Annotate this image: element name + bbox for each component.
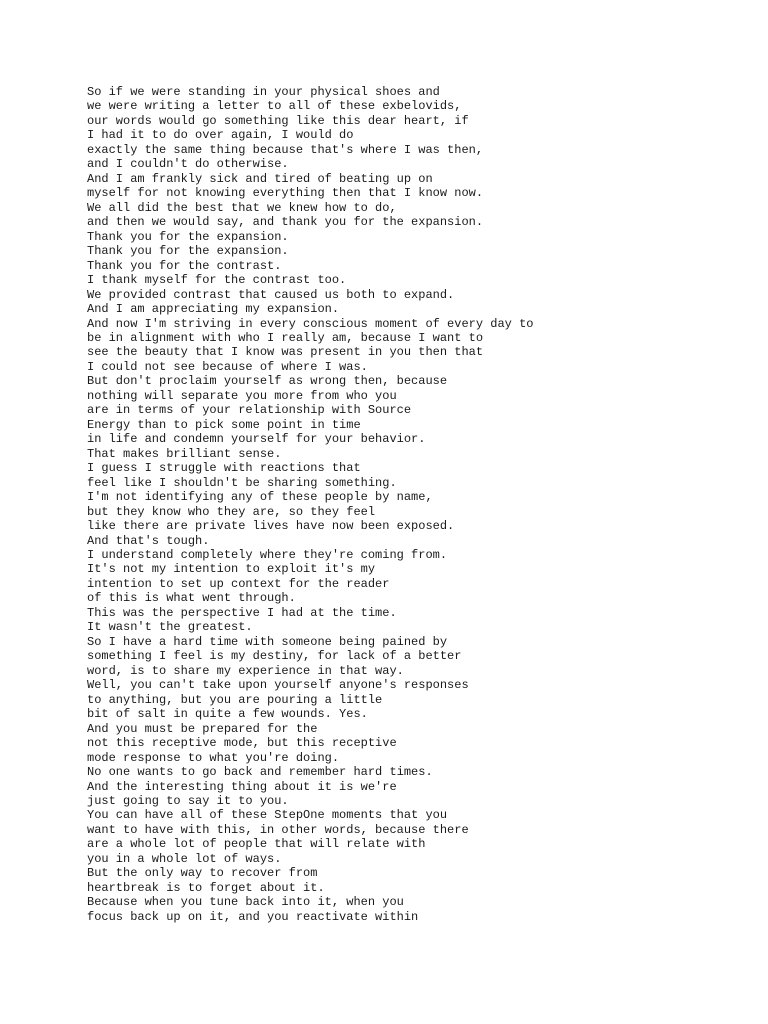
text-line: And that's tough. xyxy=(87,533,210,548)
text-line: I thank myself for the contrast too. xyxy=(87,273,347,288)
text-line: our words would go something like this dear heart, if xyxy=(87,113,469,128)
text-line: Thank you for the expansion. xyxy=(87,229,289,244)
text-line: not this receptive mode, but this receptive xyxy=(87,736,397,751)
text-line: mode response to what you're doing. xyxy=(87,750,340,765)
text-line: of this is what went through. xyxy=(87,591,296,606)
text-line: Thank you for the contrast. xyxy=(87,258,282,273)
text-line: No one wants to go back and remember hard times. xyxy=(87,765,433,780)
text-line: So if we were standing in your physical shoes and xyxy=(87,85,440,99)
text-line: and then we would say, and thank you for the expansion. xyxy=(87,215,484,230)
text-line: And I am frankly sick and tired of beating up on xyxy=(87,171,433,186)
text-line: are in terms of your relationship with Source xyxy=(87,403,412,418)
text-line: You can have all of these StepOne moments that you xyxy=(87,808,448,823)
text-line: I guess I struggle with reactions that xyxy=(87,461,361,476)
text-line: I'm not identifying any of these people by name, xyxy=(87,490,433,505)
text-line: We all did the best that we knew how to do, xyxy=(87,200,397,215)
text-line: feel like I shouldn't be sharing something. xyxy=(87,475,397,490)
text-line: and I couldn't do otherwise. xyxy=(87,157,289,172)
text-line: we were writing a letter to all of these exbelovids, xyxy=(87,99,462,114)
text-line: I understand completely where they're coming from. xyxy=(87,548,448,562)
text-line: are a whole lot of people that will relate with xyxy=(87,837,426,852)
text-line: heartbreak is to forget about it. xyxy=(87,880,325,895)
text-line: And the interesting thing about it is we're xyxy=(87,779,397,794)
text-line: focus back up on it, and you reactivate within xyxy=(87,909,419,924)
text-line: It wasn't the greatest. xyxy=(87,620,253,635)
text-line: to anything, but you are pouring a little xyxy=(87,692,383,707)
text-line: And I am appreciating my expansion. xyxy=(87,302,340,317)
text-line: want to have with this, in other words, because there xyxy=(87,822,469,837)
text-line: but they know who they are, so they feel xyxy=(87,504,376,519)
text-line: be in alignment with who I really am, because I want to xyxy=(87,330,484,345)
text-line: Well, you can't take upon yourself anyone's responses xyxy=(87,678,469,693)
text-line: exactly the same thing because that's where I was then, xyxy=(87,142,484,157)
text-line: That makes brilliant sense. xyxy=(87,446,282,461)
text-line: It's not my intention to exploit it's my xyxy=(87,562,376,577)
text-line: Because when you tune back into it, when you xyxy=(87,895,404,910)
text-line: word, is to share my experience in that way. xyxy=(87,663,404,678)
text-line: This was the perspective I had at the time. xyxy=(87,605,397,620)
text-line: So I have a hard time with someone being pained by xyxy=(87,634,448,649)
text-line: I had it to do over again, I would do xyxy=(87,128,354,143)
text-line: We provided contrast that caused us both to expand. xyxy=(87,287,455,302)
text-line: like there are private lives have now been exposed. xyxy=(87,519,455,534)
text-line: see the beauty that I know was present in you then that xyxy=(87,345,484,360)
text-line: I could not see because of where I was. xyxy=(87,359,368,374)
text-line: you in a whole lot of ways. xyxy=(87,851,282,866)
text-line: bit of salt in quite a few wounds. Yes. xyxy=(87,707,368,722)
text-line: just going to say it to you. xyxy=(87,793,289,808)
text-line: But don't proclaim yourself as wrong then, because xyxy=(87,374,448,389)
text-line: in life and condemn yourself for your behavior. xyxy=(87,432,426,447)
text-line: Energy than to pick some point in time xyxy=(87,417,361,432)
text-line: intention to set up context for the reader xyxy=(87,576,390,591)
text-line: Thank you for the expansion. xyxy=(87,244,289,259)
text-line: And you must be prepared for the xyxy=(87,721,318,736)
text-line: myself for not knowing everything then that I know now. xyxy=(87,186,484,201)
text-line: nothing will separate you more from who you xyxy=(87,388,397,403)
transcript-text xyxy=(87,85,533,924)
text-line: something I feel is my destiny, for lack of a better xyxy=(87,649,462,664)
text-line: But the only way to recover from xyxy=(87,866,318,881)
text-line: And now I'm striving in every conscious moment of every day to xyxy=(87,316,534,331)
